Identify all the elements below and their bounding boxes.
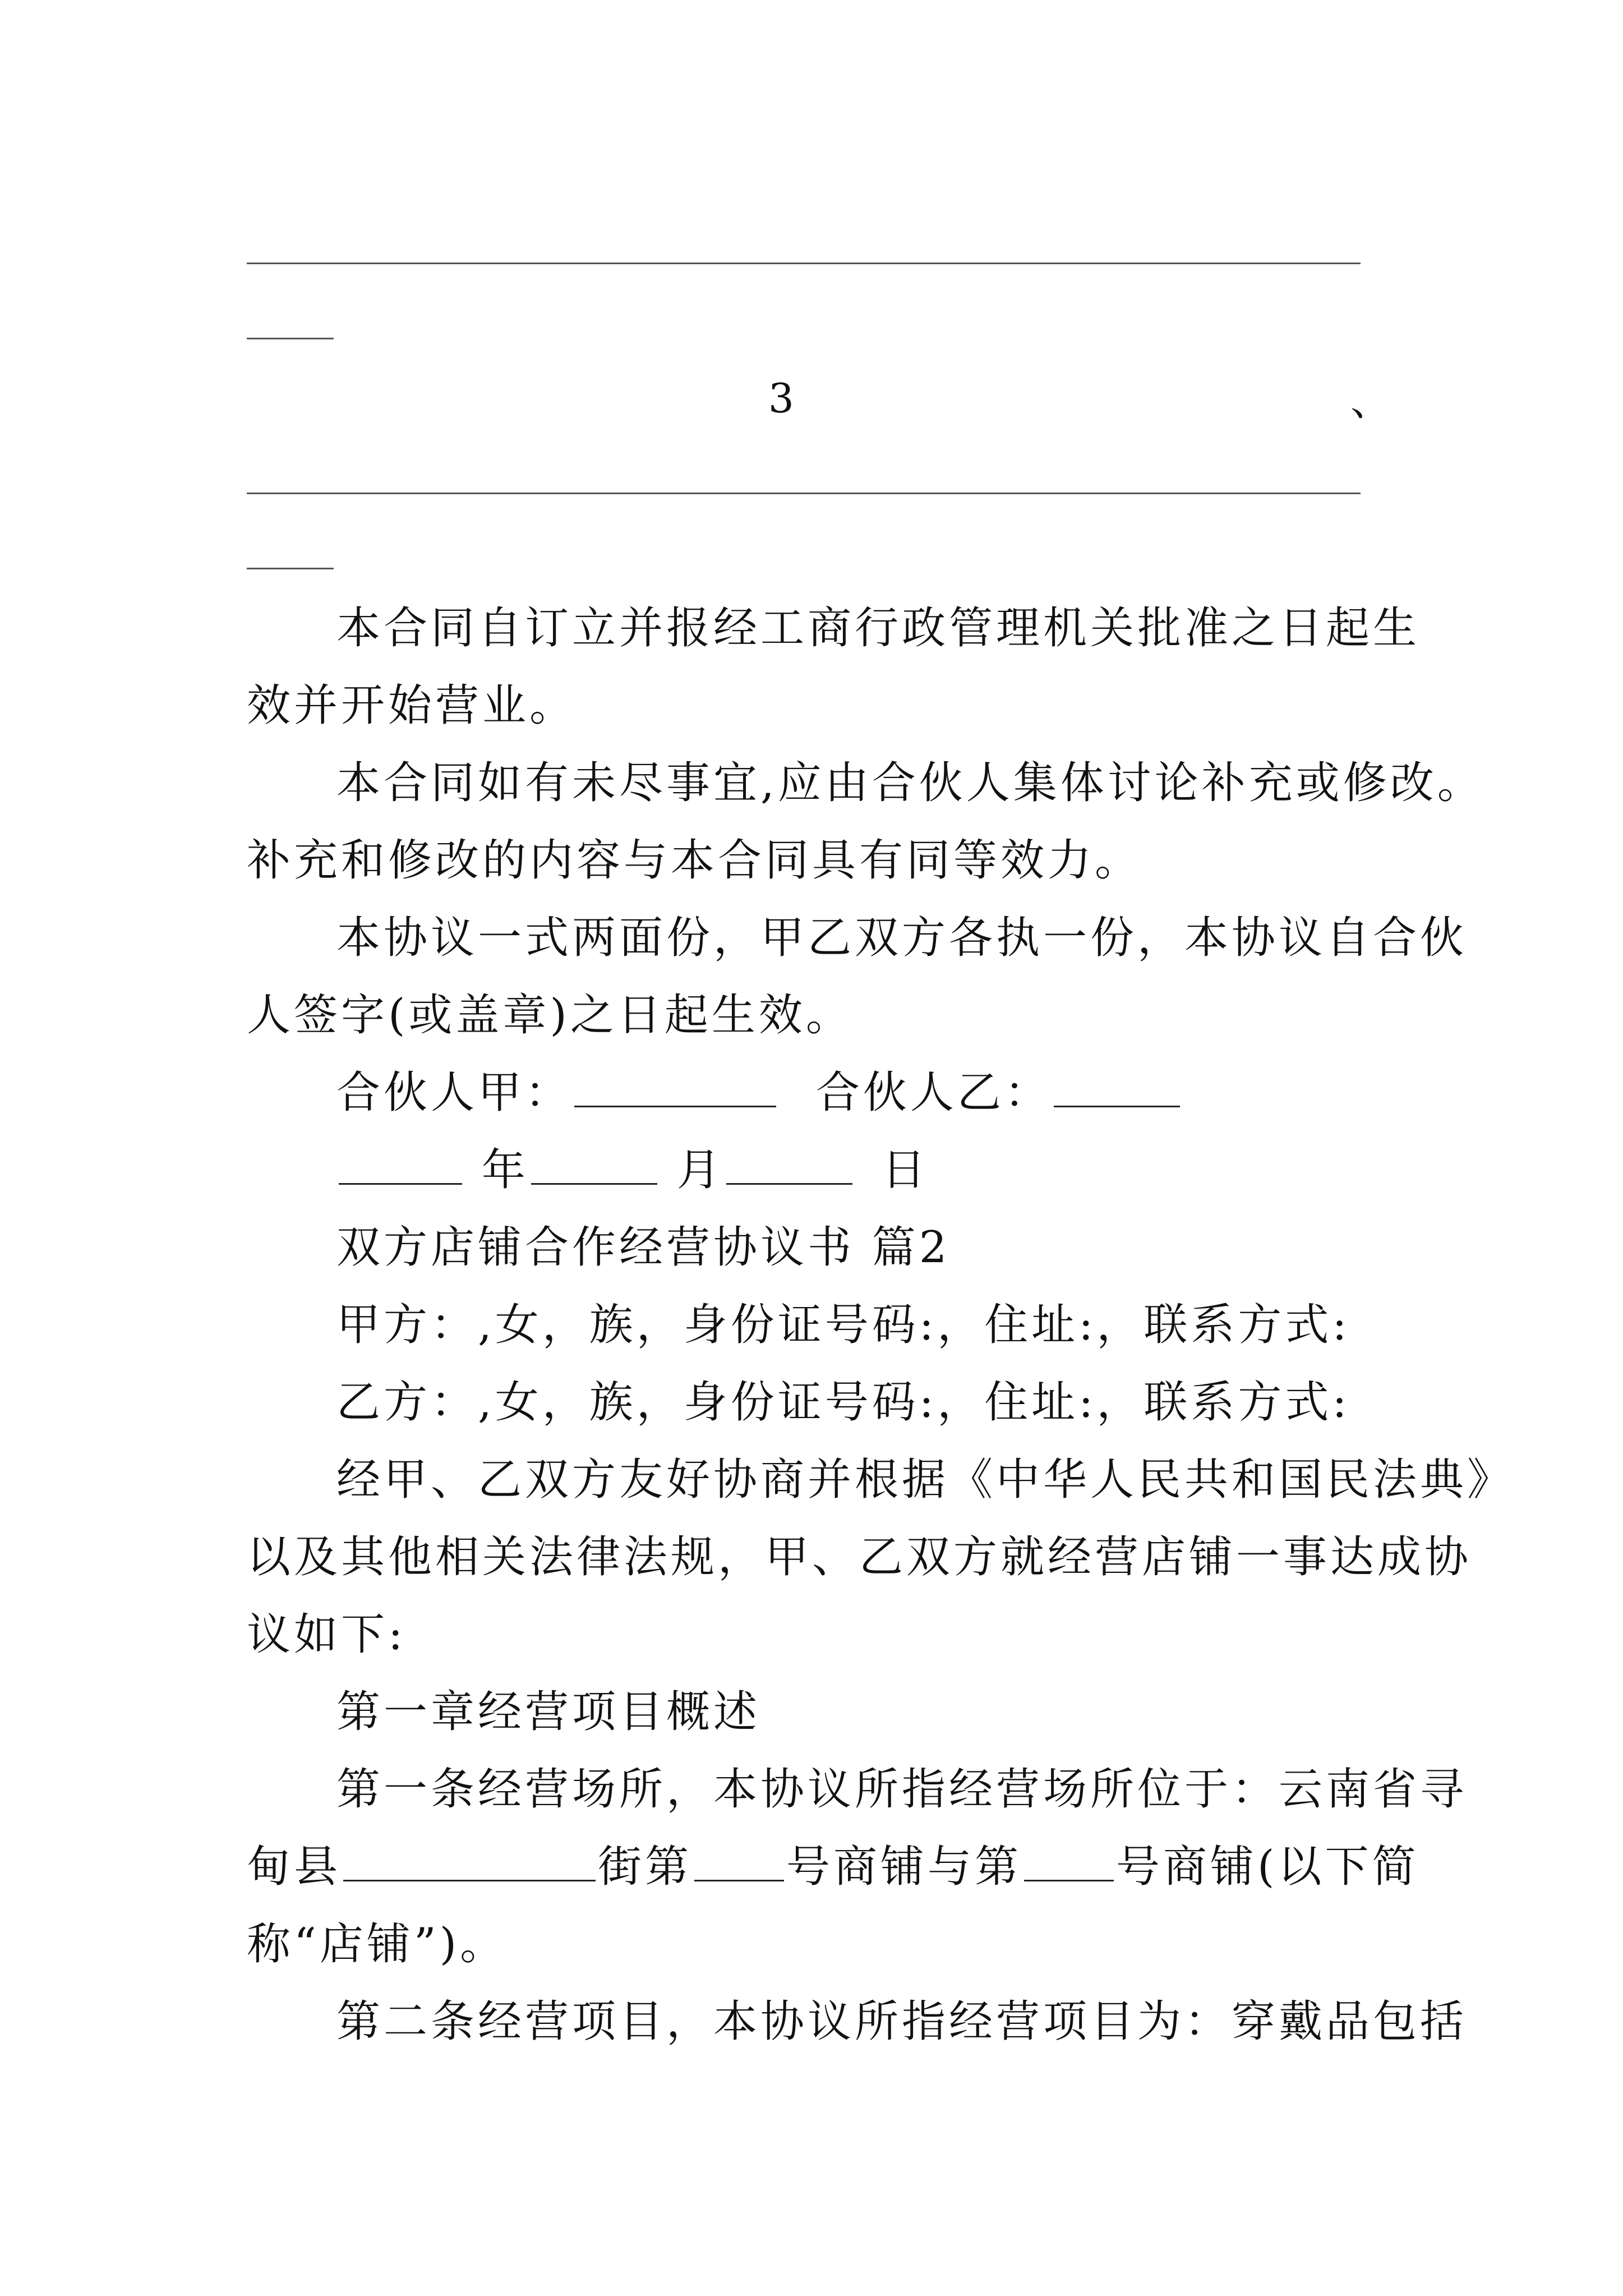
- article-1-line1: 第一条经营场所，本协议所指经营场所位于：云南省寻: [336, 1764, 1468, 1815]
- date-year-blank[interactable]: [339, 1144, 462, 1185]
- shop-no-1-blank[interactable]: [694, 1841, 784, 1881]
- date-line: [336, 1142, 929, 1198]
- blank-line-tail: [247, 338, 334, 339]
- preamble-line2: 以及其他相关法律法规，甲、乙双方就经营店铺一事达成协: [247, 1532, 1472, 1582]
- blank-line: [247, 493, 1361, 494]
- date-month-label: 月: [676, 1145, 724, 1195]
- paragraph-effective-line1: 本合同自订立并报经工商行政管理机关批准之日起生: [336, 603, 1421, 654]
- art1-shop-tail: 号商铺(以下简: [1116, 1842, 1419, 1892]
- chapter-1-heading: 第一章经营项目概述: [336, 1687, 761, 1737]
- sign-party-b-blank[interactable]: [1054, 1066, 1180, 1107]
- preamble-line3: 议如下:: [247, 1609, 407, 1660]
- blank-line-tail: [247, 568, 334, 569]
- date-month-blank[interactable]: [531, 1144, 657, 1185]
- street-blank[interactable]: [343, 1841, 596, 1881]
- item-number: 3: [768, 375, 794, 422]
- party-b-info: 乙方：,女，族，身份证号码:，住址:，联系方式:: [336, 1377, 1350, 1428]
- paragraph-amend-line1: 本合同如有未尽事宜,应由合伙人集体讨论补充或修改。: [336, 758, 1484, 808]
- date-day-blank[interactable]: [726, 1144, 852, 1185]
- date-day-label: 日: [882, 1145, 929, 1195]
- date-year-label: 年: [481, 1145, 529, 1195]
- art1-shop-and: 号商铺与第: [786, 1842, 1022, 1892]
- art1-street: 街第: [598, 1842, 693, 1892]
- art1-county: 甸县: [247, 1842, 342, 1892]
- blank-line: [247, 263, 1361, 264]
- shop-no-2-blank[interactable]: [1024, 1841, 1114, 1881]
- paragraph-copies-line1: 本协议一式两面份，甲乙双方各执一份，本协议自合伙: [336, 913, 1468, 963]
- sign-party-a-blank[interactable]: [574, 1066, 776, 1107]
- sign-party-b-label: 合伙人乙：: [815, 1068, 1052, 1118]
- article-1-line3: 称“店铺”)。: [247, 1919, 508, 1970]
- paragraph-amend-line2: 补充和修改的内容与本合同具有同等效力。: [247, 835, 1142, 886]
- paragraph-effective-line2: 效并开始营业。: [247, 680, 577, 731]
- preamble-line1: 经甲、乙双方友好协商并根据《中华人民共和国民法典》: [336, 1455, 1515, 1505]
- article-2-line1: 第二条经营项目，本协议所指经营项目为：穿戴品包括: [336, 1996, 1468, 2047]
- signature-line: [336, 1065, 1182, 1121]
- section-title: 双方店铺合作经营协议书 篇2: [336, 1222, 951, 1273]
- paragraph-copies-line2: 人签字(或盖章)之日起生效。: [247, 990, 853, 1041]
- item-mark: 、: [1350, 378, 1391, 425]
- article-1-line2: [247, 1839, 1419, 1895]
- party-a-info: 甲方：,女，族，身份证号码:，住址:，联系方式:: [336, 1300, 1350, 1350]
- sign-party-a-label: 合伙人甲：: [336, 1068, 573, 1118]
